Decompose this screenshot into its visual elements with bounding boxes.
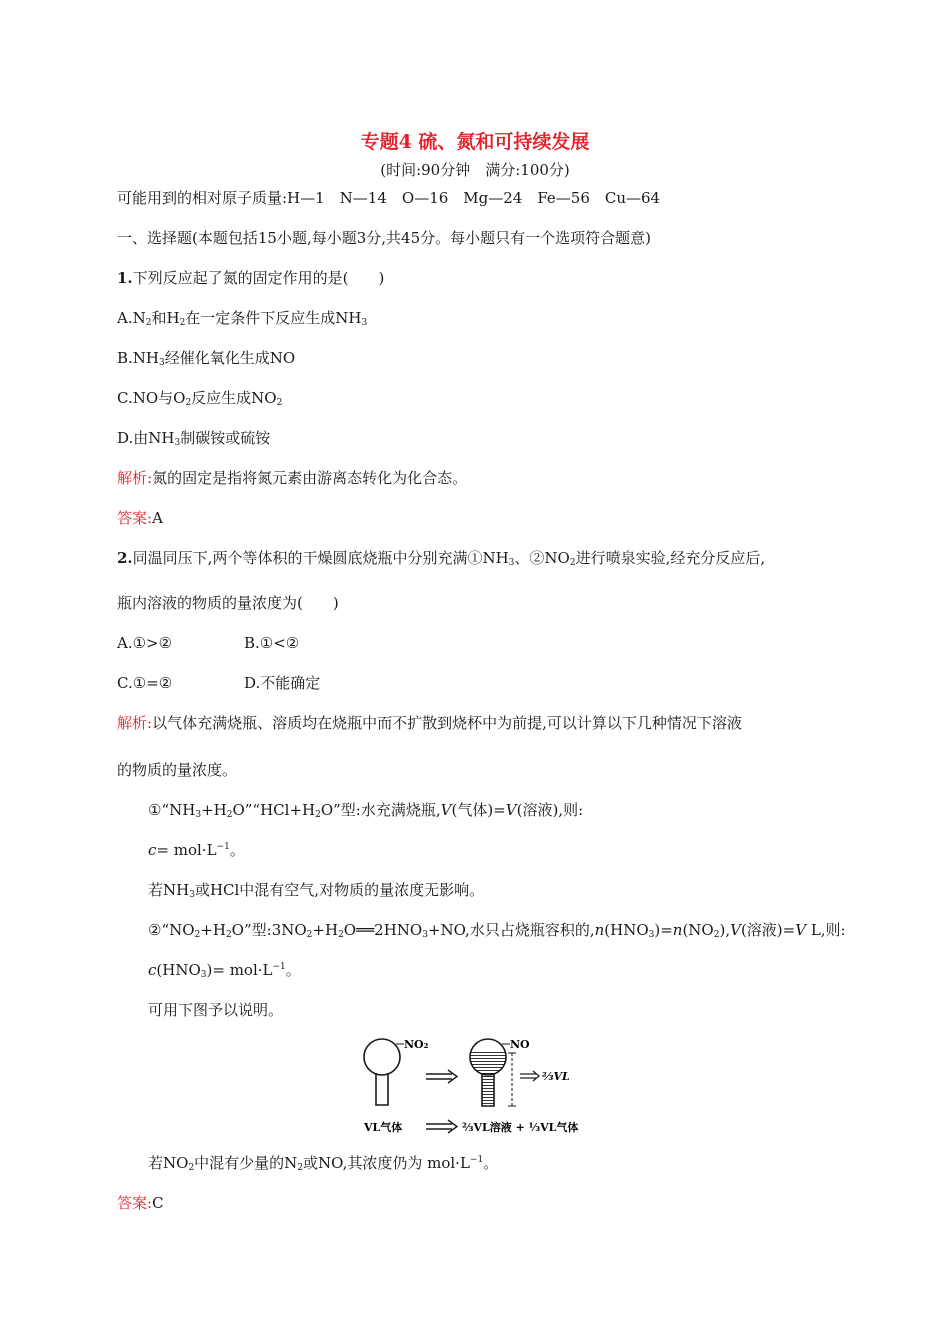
label-result: ²⁄₃VL溶液 + ¹⁄₃VL气体 xyxy=(462,1121,579,1134)
q2-case1-note: 若$NH_3$或HCl中混有空气,对物质的量浓度无影响。 xyxy=(148,881,485,900)
double-arrow-1 xyxy=(426,1070,457,1083)
q1-stem xyxy=(117,268,384,288)
q2-answer-label: 答案: xyxy=(117,1194,153,1212)
section-title: 一、选择题(本题包括15小题,每小题3分,共45分。每小题只有一个选项符合题意) xyxy=(117,229,651,247)
label-vl-gas: VL气体 xyxy=(364,1121,403,1134)
label-no2: NO₂ xyxy=(404,1038,429,1051)
q2-case2: $②“NO_2+H_2O$”型$:3NO_2+H_2O══2HNO_3+NO$,水只占烧瓶容积的$,n(HNO_3)=n(NO_2),V$(溶液)=V L,则: xyxy=(148,921,846,940)
q2-number: 2. xyxy=(117,549,133,567)
q1-answer: 答案:A xyxy=(117,509,163,527)
q2-option-c: C.①=② xyxy=(117,674,173,692)
q1-option-d: D.由$NH_3$制碳铵或硫铵 xyxy=(117,429,271,448)
flask-no2 xyxy=(364,1039,404,1105)
q1-stem-text: 下列反应起了氮的固定作用的是( ) xyxy=(132,269,385,287)
q2-stem-line1: 2.同温同压下,两个等体积的干燥圆底烧瓶中分别充满$①NH_3$、$②NO_2$进行喷泉实验,经充分反应后, xyxy=(117,549,766,568)
q1-option-b: $B.NH_3$经催化氧化生成NO xyxy=(117,349,296,368)
fountain-diagram xyxy=(360,1030,600,1140)
flask-no xyxy=(468,1039,510,1106)
q1-analysis-label: 解析: xyxy=(117,469,153,487)
q1-option-a: $A.N_2$和$H_2$在一定条件下反应生成$NH_3$ xyxy=(117,309,368,328)
q2-analysis-line1: 解析:以气体充满烧瓶、溶质均在烧瓶中而不扩散到烧杯中为前提,可以计算以下几种情况下溶液 xyxy=(117,714,742,732)
atomic-masses: 可能用到的相对原子质量:H—1 N—14 O—16 Mg—24 Fe—56 Cu—64 xyxy=(117,189,661,207)
q1-number: 1. xyxy=(117,269,133,287)
page-subtitle: (时间:90分钟 满分:100分) xyxy=(380,161,570,179)
q2-case2-formula: $c(HNO_3)= mol\cdot L^{-1}$。 xyxy=(148,961,301,980)
double-arrow-2 xyxy=(426,1120,457,1133)
q2-option-a: A.①>② xyxy=(117,634,173,652)
q2-answer: 答案:C xyxy=(117,1194,164,1212)
q1-answer-label: 答案: xyxy=(117,509,153,527)
q2-case2-note: 若$NO_2$中混有少量的$N_2$或NO,其浓度仍为 $mol\cdot L^{-1}$。 xyxy=(148,1154,499,1173)
q1-option-c: C.NO与$O_2$反应生成$NO_2$ xyxy=(117,389,283,408)
q2-figure-intro: 可用下图予以说明。 xyxy=(148,1001,284,1019)
q1-analysis: 解析:氮的固定是指将氮元素由游离态转化为化合态。 xyxy=(117,469,468,487)
q2-case1-formula: $c= mol\cdot L^{-1}$。 xyxy=(148,841,245,859)
q2-case1: $①“NH_3+H_2O”“HCl+H_2O$”型:水充满烧瓶,V(气体)=V(溶液),则: xyxy=(148,801,584,820)
q2-analysis-line2: 的物质的量浓度。 xyxy=(117,761,238,779)
page-title: 专题4 硫、氮和可持续发展 xyxy=(360,131,590,153)
label-no: NO xyxy=(510,1038,530,1051)
q2-analysis-label: 解析: xyxy=(117,714,153,732)
q2-option-d: D.不能确定 xyxy=(244,674,321,692)
q2-options-row1 xyxy=(117,633,172,653)
volume-marker xyxy=(508,1053,539,1106)
label-two-thirds-vl: ²⁄₃VL xyxy=(542,1070,570,1083)
q2-stem-line2: 瓶内溶液的物质的量浓度为( ) xyxy=(117,594,339,612)
q2-option-b: B.①<② xyxy=(244,634,300,652)
